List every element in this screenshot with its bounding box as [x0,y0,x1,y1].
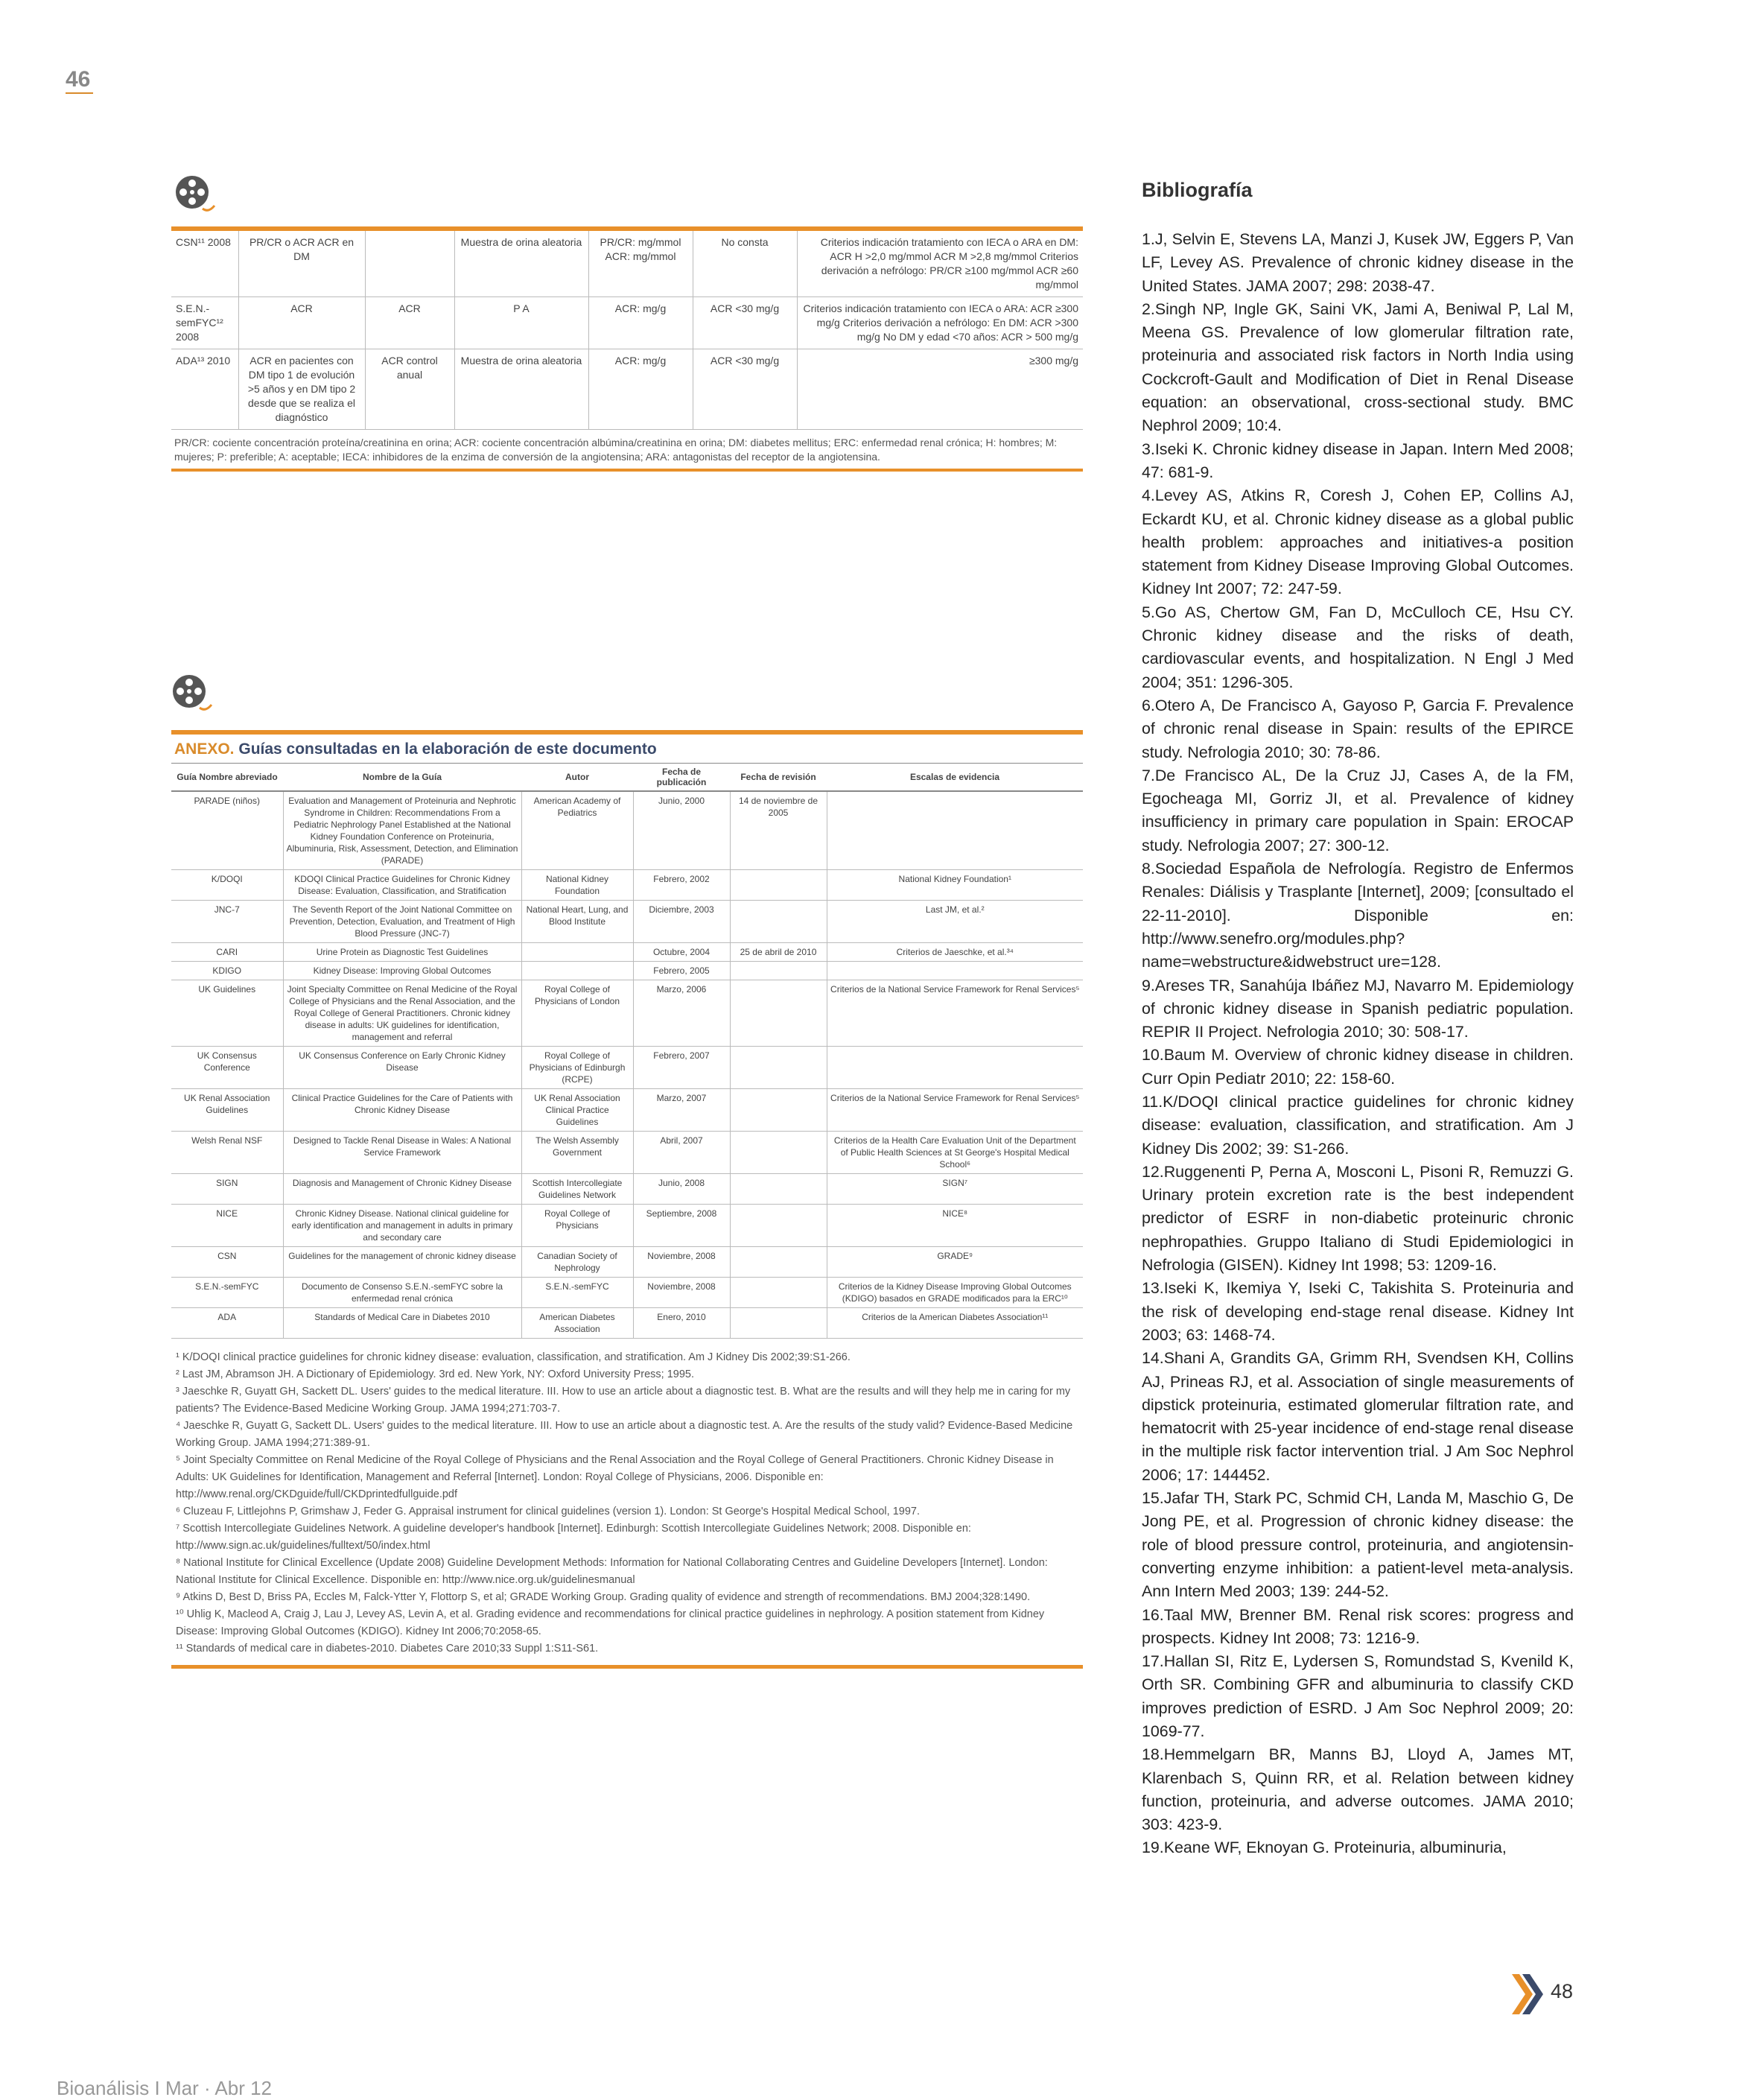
bibliography-entry: 7.De Francisco AL, De la Cruz JJ, Cases A, de la FM, Egocheaga MI, Gorriz JI, et al. Prevalence of kidney insufficiency in primary care population in Spain: EROCAP study. Nefrologia 2007; 27: 300-12. [1142,766,1574,854]
table-row [171,231,1083,297]
table-row [171,1089,1083,1132]
table-cell: No consta [693,231,797,297]
table-cell: PARADE (niños) [171,791,283,870]
bibliography-entry: 4.Levey AS, Atkins R, Coresh J, Cohen EP, Collins AJ, Eckardt KU, et al. Chronic kidney disease as a global public health problem: approaches and initiatives-a position statement from Kidney Disease Improving Global Outcomes. Kidney Int 2007; 72: 247-59. [1142,486,1574,598]
table-cell [730,1308,827,1339]
table-cell: Joint Specialty Committee on Renal Medicine of the Royal College of Physicians and the Renal Association, and the Royal College of General Practitioners. Chronic kidney disease in adults: UK guidelines for identification, management and referral [283,980,521,1047]
table-cell: SIGN⁷ [827,1174,1083,1205]
film-reel-icon [170,672,214,717]
guidelines-annex-table [171,730,1083,1669]
table-cell: Canadian Society of Nephrology [521,1247,633,1278]
table-cell: National Kidney Foundation [521,870,633,901]
table-cell: Septiembre, 2008 [633,1205,730,1247]
bibliography-entry: 6.Otero A, De Francisco A, Gayoso P, Garcia F. Prevalence of chronic renal disease in Spain: results of the EPIRCE study. Nefrologia 2010; 30: 78-86. [1142,696,1574,761]
table-cell: American Academy of Pediatrics [521,791,633,870]
table-cell [521,962,633,980]
table-cell: Octubre, 2004 [633,943,730,962]
table-cell: The Seventh Report of the Joint National Committee on Prevention, Detection, Evaluation, and Treatment of High Blood Pressure (JNC-7) [283,901,521,943]
table-cell: S.E.N.-semFYC [521,1278,633,1308]
annex-notes [171,1339,1083,1669]
table-row [171,297,1083,349]
bibliography-entry: 12.Ruggenenti P, Perna A, Mosconi L, Pisoni R, Remuzzi G. Urinary protein excretion rate is the best independent predictor of ESRF in non-diabetic proteinuric chronic nephropathies. Gruppo Italiano di Studi Epidemiologici in Nefrologia (GISEN). Kidney Int 1998; 53: 1209-16. [1142,1162,1574,1275]
table-cell: Evaluation and Management of Proteinuria and Nephrotic Syndrome in Children: Recommendations From a Pediatric Nephrology Panel Established at the National Kidney Foundation Conference on Proteinuria, Albuminuria, Risk, Assessment, Detection, and Elimination (PARADE) [283,791,521,870]
table-cell [730,1047,827,1089]
bibliography-entry: 1.J, Selvin E, Stevens LA, Manzi J, Kusek JW, Eggers P, Van LF, Levey AS. Prevalence of chronic kidney disease in the United States. JAMA 2007; 298: 2038-47. [1142,230,1574,295]
table-cell [365,231,454,297]
table-cell: Marzo, 2007 [633,1089,730,1132]
annex-note: ³ Jaeschke R, Guyatt GH, Sackett DL. Users' guides to the medical literature. III. How to use an article about a diagnostic test. B. What are the results and will they help me in caring for my patients? The Evidence-Based Medicine Working Group. JAMA 1994;271:703-7. [176,1386,1071,1415]
bibliography-entry: 11.K/DOQI clinical practice guidelines for chronic kidney disease: evaluation, classification, and stratification. Am J Kidney Dis 2002; 39: S1-266. [1142,1092,1574,1158]
table-cell: Criterios de la National Service Framework for Renal Services⁵ [827,980,1083,1047]
table-cell: UK Renal Association Guidelines [171,1089,283,1132]
bibliography-entry: 16.Taal MW, Brenner BM. Renal risk scores: progress and prospects. Kidney Int 2008; 73: 1216-9. [1142,1605,1574,1647]
table-cell: PR/CR o ACR ACR en DM [238,231,365,297]
table-cell: Criterios indicación tratamiento con IECA o ARA: ACR ≥300 mg/g Criterios derivación a nefrólogo: En DM: ACR >300 mg/g No DM y edad <70 años: ACR > 500 mg/g [797,297,1083,349]
table-cell [827,791,1083,870]
annex-note: ⁵ Joint Specialty Committee on Renal Medicine of the Royal College of Physicians and the Renal Association and the Royal College of General Practitioners. Chronic Kidney Disease in Adults: UK Guidelines for Identification, Management and Referral [Internet]. London: Royal College of Physicians, 2006. Disponible en: http://www.renal.org/CKDguide/full/CKDprintedfullguide.pdf [176,1454,1054,1500]
bibliography-entry: 17.Hallan SI, Ritz E, Lydersen S, Romundstad S, Kvenild K, Orth SR. Combining GFR and albuminuria to classify CKD improves prediction of ESRD. J Am Soc Nephrol 2009; 20: 1069-77. [1142,1652,1574,1740]
table-cell: 25 de abril de 2010 [730,943,827,962]
annex-title-prefix: ANEXO. [174,740,235,758]
bibliography-entry: 10.Baum M. Overview of chronic kidney disease in children. Curr Opin Pediatr 2010; 22: 158-60. [1142,1046,1574,1088]
table-cell [827,962,1083,980]
table-cell: Muestra de orina aleatoria [454,231,588,297]
bibliography-entry: 9.Areses TR, Sanahúja Ibáñez MJ, Navarro M. Epidemiology of chronic kidney disease in Spanish pediatric population. REPIR II Project. Nefrologia 2010; 30: 508-17. [1142,976,1574,1041]
footer-text: Bioanálisis I Mar · Abr 12 [57,2077,273,2099]
film-reel-icon [173,173,217,218]
table-cell: ACR <30 mg/g [693,349,797,430]
table-cell: ACR: mg/g [588,297,693,349]
column-header: Escalas de evidencia [827,764,1083,792]
table-row [171,943,1083,962]
table-cell: CSN [171,1247,283,1278]
table-cell [730,1174,827,1205]
table-cell: Chronic Kidney Disease. National clinical guideline for early identification and management in adults in primary and secondary care [283,1205,521,1247]
table-cell: Criterios de la American Diabetes Association¹¹ [827,1308,1083,1339]
table-cell: NICE⁸ [827,1205,1083,1247]
table-row [171,901,1083,943]
table-cell: UK Consensus Conference [171,1047,283,1089]
table-cell: Criterios de Jaeschke, et al.³⁴ [827,943,1083,962]
arrow-right-icon [1512,1974,1543,2014]
bibliography-entry: 19.Keane WF, Eknoyan G. Proteinuria, albuminuria, [1142,1839,1507,1857]
table-row [171,1205,1083,1247]
table-cell: ADA¹³ 2010 [171,349,238,430]
table-cell: Urine Protein as Diagnostic Test Guidelines [283,943,521,962]
table-cell: Scottish Intercollegiate Guidelines Network [521,1174,633,1205]
table-row [171,349,1083,430]
table-cell: CSN¹¹ 2008 [171,231,238,297]
page-number-top: 46 [66,67,93,94]
table-row [171,870,1083,901]
table-cell: Noviembre, 2008 [633,1247,730,1278]
bibliography-entry: 3.Iseki K. Chronic kidney disease in Japan. Intern Med 2008; 47: 681-9. [1142,440,1574,481]
table-cell: JNC-7 [171,901,283,943]
table-cell [730,962,827,980]
criteria-table [171,226,1083,472]
annex-note: ⁹ Atkins D, Best D, Briss PA, Eccles M, Falck-Ytter Y, Flottorp S, et al; GRADE Working Group. Grading quality of evidence and strength of recommendations. BMJ 2004;328:1490. [176,1591,1031,1603]
table-cell: Kidney Disease: Improving Global Outcomes [283,962,521,980]
table-cell [730,1278,827,1308]
annex-note: ² Last JM, Abramson JH. A Dictionary of Epidemiology. 3rd ed. New York, NY: Oxford University Press; 1995. [176,1368,695,1380]
table-cell: KDOQI Clinical Practice Guidelines for Chronic Kidney Disease: Evaluation, Classification, and Stratification [283,870,521,901]
table-row [171,962,1083,980]
table-cell [730,1132,827,1174]
bibliography-entry: 13.Iseki K, Ikemiya Y, Iseki C, Takishita S. Proteinuria and the risk of developing end-stage renal disease. Kidney Int 2003; 63: 1468-74. [1142,1279,1574,1344]
table-cell: Junio, 2000 [633,791,730,870]
table-cell: Abril, 2007 [633,1132,730,1174]
table-cell [730,1089,827,1132]
table-cell: Junio, 2008 [633,1174,730,1205]
table-cell: ACR: mg/g [588,349,693,430]
table-cell: Royal College of Physicians [521,1205,633,1247]
annex-note: ⁸ National Institute for Clinical Excellence (Update 2008) Guideline Development Methods: Information for National Collaborating Centres and Guideline Developers [Internet]. London: National Institute for Clinical Excellence. Disponible en: http://www.nice.org.uk/guidelinesmanual [176,1557,1048,1586]
table-footnote: PR/CR: cociente concentración proteína/creatinina en orina; ACR: cociente concentración albúmina/creatinina en orina; DM: diabetes mellitus; ERC: enfermedad renal crónica; H: hombres; M: mujeres; P: preferible; A: aceptable; IECA: inhibidores de la enzima de conversión de la angiotensina; ARA: antagonistas del receptor de la angiotensina. [174,437,1058,463]
table-cell: Criterios indicación tratamiento con IECA o ARA en DM: ACR H >2,0 mg/mmol ACR M >2,8 mg/mmol Criterios derivación a nefrólogo: PR/CR ≥100 mg/mmol ACR ≥60 mg/mmol [797,231,1083,297]
table-cell: K/DOQI [171,870,283,901]
page-number-bottom: 48 [1551,1980,1574,2002]
table-cell: UK Renal Association Clinical Practice Guidelines [521,1089,633,1132]
table-cell: Noviembre, 2008 [633,1278,730,1308]
table-cell: UK Consensus Conference on Early Chronic Kidney Disease [283,1047,521,1089]
table-cell: Criterios de la National Service Framework for Renal Services⁵ [827,1089,1083,1132]
table-cell: ADA [171,1308,283,1339]
table-cell: S.E.N.-semFYC¹² 2008 [171,297,238,349]
table-row [171,1132,1083,1174]
table-cell: PR/CR: mg/mmol ACR: mg/mmol [588,231,693,297]
annex-note: ⁶ Cluzeau F, Littlejohns P, Grimshaw J, Feder G. Appraisal instrument for clinical guidelines (version 1). London: St George's Hospital Medical School, 1997. [176,1506,920,1517]
table-cell: P A [454,297,588,349]
column-header: Fecha de publicación [633,764,730,792]
table-cell: Designed to Tackle Renal Disease in Wales: A National Service Framework [283,1132,521,1174]
annex-note: ⁷ Scottish Intercollegiate Guidelines Network. A guideline developer's handbook [Internet]. Edinburgh: Scottish Intercollegiate Guidelines Network; 2008. Disponible en: http://www.sign.ac.uk/guidelines/fulltext/50/index.html [176,1523,971,1552]
table-cell: ACR en pacientes con DM tipo 1 de evolución >5 años y en DM tipo 2 desde que se realiza el diagnóstico [238,349,365,430]
table-row [171,980,1083,1047]
table-cell: KDIGO [171,962,283,980]
annex-note: ¹⁰ Uhlig K, Macleod A, Craig J, Lau J, Levey AS, Levin A, et al. Grading evidence and recommendations for clinical practice guidelines in nephrology. A position statement from Kidney Disease: Improving Global Outcomes (KDIGO). Kidney Int 2006;70:2058-65. [176,1608,1045,1637]
table-cell: 14 de noviembre de 2005 [730,791,827,870]
annex-title [171,735,1083,763]
table-cell: Febrero, 2005 [633,962,730,980]
table-cell: Diciembre, 2003 [633,901,730,943]
table-cell: CARI [171,943,283,962]
table-cell: Welsh Renal NSF [171,1132,283,1174]
table-cell: Criterios de la Kidney Disease Improving Global Outcomes (KDIGO) basados en GRADE modificados para la ERC¹⁰ [827,1278,1083,1308]
table-cell: Royal College of Physicians of Edinburgh (RCPE) [521,1047,633,1089]
bibliography-entry: 15.Jafar TH, Stark PC, Schmid CH, Landa M, Maschio G, De Jong PE, et al. Progression of chronic kidney disease: the role of blood pressure control, proteinuria, and angiotensin-converting enzyme inhibition: a patient-level meta-analysis. Ann Intern Med 2003; 139: 244-52. [1142,1489,1574,1601]
table-cell: The Welsh Assembly Government [521,1132,633,1174]
table-cell: American Diabetes Association [521,1308,633,1339]
table-cell: Diagnosis and Management of Chronic Kidney Disease [283,1174,521,1205]
table-cell: Marzo, 2006 [633,980,730,1047]
table-row [171,1308,1083,1339]
table-cell: Clinical Practice Guidelines for the Care of Patients with Chronic Kidney Disease [283,1089,521,1132]
table-cell: ACR [365,297,454,349]
bibliography-entry: 5.Go AS, Chertow GM, Fan D, McCulloch CE, Hsu CY. Chronic kidney disease and the risks of death, cardiovascular events, and hospitalization. N Engl J Med 2004; 351: 1296-305. [1142,603,1574,691]
table-cell [521,943,633,962]
table-cell: GRADE⁹ [827,1247,1083,1278]
table-cell: S.E.N.-semFYC [171,1278,283,1308]
table-cell [730,1247,827,1278]
bibliography-entry: 2.Singh NP, Ingle GK, Saini VK, Jami A, Beniwal P, Lal M, Meena GS. Prevalence of low glomerular filtration rate, proteinuria and associated risk factors in North India using Cockcroft-Gault and Modification of Diet in Renal Disease equation: an observational, cross-sectional study. BMC Nephrol 2009; 10:4. [1142,299,1574,435]
table-cell: SIGN [171,1174,283,1205]
column-header: Fecha de revisión [730,764,827,792]
bibliography-entry: 18.Hemmelgarn BR, Manns BJ, Lloyd A, James MT, Klarenbach S, Quinn RR, et al. Relation between kidney function, proteinuria, and adverse outcomes. JAMA 2010; 303: 423-9. [1142,1745,1574,1834]
column-header: Guía Nombre abreviado [171,764,283,792]
table-row [171,1174,1083,1205]
table-row [171,791,1083,870]
bibliography-title: Bibliografía [1142,179,1253,201]
table-cell: ACR control anual [365,349,454,430]
annex-note: ⁴ Jaeschke R, Guyatt G, Sackett DL. Users' guides to the medical literature. III. How to use an article about a diagnostic test. A. Are the results of the study valid? Evidence-Based Medicine Working Group. JAMA 1994;271:389-91. [176,1420,1073,1449]
annex-title-text: Guías consultadas en la elaboración de este documento [238,740,657,758]
table-cell: NICE [171,1205,283,1247]
table-cell: Criterios de la Health Care Evaluation Unit of the Department of Public Health Sciences at St George's Hospital Medical School⁶ [827,1132,1083,1174]
table-cell: Muestra de orina aleatoria [454,349,588,430]
table-row [171,1047,1083,1089]
table-cell: National Kidney Foundation¹ [827,870,1083,901]
table-cell [730,870,827,901]
bibliography-list [1142,228,1574,1860]
table-cell: Royal College of Physicians of London [521,980,633,1047]
annex-note: ¹ K/DOQI clinical practice guidelines for chronic kidney disease: evaluation, classification, and stratification. Am J Kidney Dis 2002;39:S1-266. [176,1351,851,1363]
annex-note: ¹¹ Standards of medical care in diabetes-2010. Diabetes Care 2010;33 Suppl 1:S11-S61. [176,1643,599,1655]
table-cell: ACR [238,297,365,349]
table-cell [730,980,827,1047]
column-header: Autor [521,764,633,792]
table-cell: ≥300 mg/g [797,349,1083,430]
table-row [171,1247,1083,1278]
bibliography-entry: 8.Sociedad Española de Nefrología. Registro de Enfermos Renales: Diálisis y Trasplante [Internet], 2009; [consultado el 22-11-2010]. Disponible en: http://www.senefro.org/modules.php?name=webstructure&idwebstruct ure=128. [1142,860,1574,971]
table-row [171,1278,1083,1308]
table-cell [730,1205,827,1247]
table-cell: Febrero, 2007 [633,1047,730,1089]
table-cell [827,1047,1083,1089]
table-cell: Febrero, 2002 [633,870,730,901]
table-cell: Guidelines for the management of chronic kidney disease [283,1247,521,1278]
table-cell: Standards of Medical Care in Diabetes 2010 [283,1308,521,1339]
column-header: Nombre de la Guía [283,764,521,792]
table-cell: National Heart, Lung, and Blood Institute [521,901,633,943]
table-cell: ACR <30 mg/g [693,297,797,349]
bibliography-entry: 14.Shani A, Grandits GA, Grimm RH, Svendsen KH, Collins AJ, Prineas RJ, et al. Association of single measurements of dipstick proteinuria, estimated glomerular filtration rate, and hematocrit with 25-year incidence of end-stage renal disease in the multiple risk factor intervention trial. J Am Soc Nephrol 2006; 17: 144452. [1142,1349,1574,1484]
table-cell [730,901,827,943]
table-cell: Enero, 2010 [633,1308,730,1339]
table-cell: UK Guidelines [171,980,283,1047]
table-cell: Documento de Consenso S.E.N.-semFYC sobre la enfermedad renal crónica [283,1278,521,1308]
table-cell: Last JM, et al.² [827,901,1083,943]
